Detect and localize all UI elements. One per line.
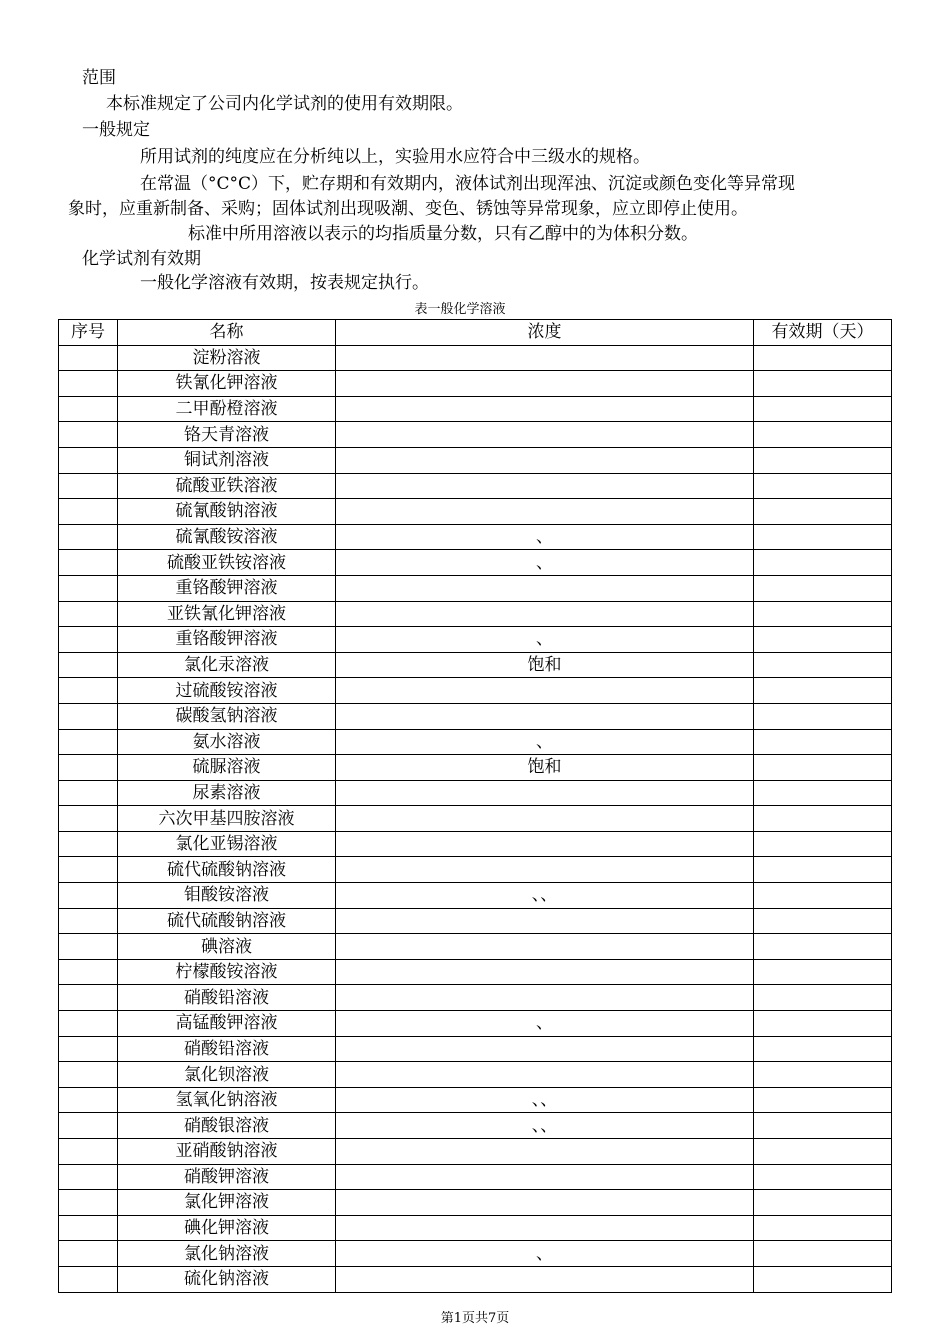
cell-name: 过硫酸铵溶液 (118, 678, 336, 704)
cell-concentration (336, 1190, 754, 1216)
cell-no (59, 934, 118, 960)
cell-validity-days (754, 1266, 892, 1292)
table-row (59, 396, 892, 422)
cell-concentration: 、 (336, 550, 754, 576)
cell-validity-days (754, 959, 892, 985)
cell-validity-days (754, 1113, 892, 1139)
cell-name: 硫氰酸钠溶液 (118, 499, 336, 525)
cell-no (59, 524, 118, 550)
cell-validity-days (754, 524, 892, 550)
cell-concentration (336, 371, 754, 397)
cell-validity-days (754, 422, 892, 448)
table-header-row (59, 320, 892, 346)
cell-no (59, 1139, 118, 1165)
cell-no (59, 959, 118, 985)
general-paragraph-3: 标准中所用溶液以表示的均指质量分数，只有乙醇中的为体积分数。 (188, 224, 698, 244)
cell-concentration (336, 499, 754, 525)
cell-name: 氯化钠溶液 (118, 1241, 336, 1267)
cell-name: 氯化汞溶液 (118, 652, 336, 678)
cell-name: 尿素溶液 (118, 780, 336, 806)
cell-name: 亚硝酸钠溶液 (118, 1139, 336, 1165)
cell-no (59, 985, 118, 1011)
cell-no (59, 601, 118, 627)
cell-no (59, 550, 118, 576)
table-row (59, 831, 892, 857)
cell-concentration (336, 857, 754, 883)
cell-name: 重铬酸钾溶液 (118, 575, 336, 601)
table-row (59, 857, 892, 883)
cell-name: 铬天青溶液 (118, 422, 336, 448)
cell-no (59, 1266, 118, 1292)
table-row (59, 1164, 892, 1190)
cell-concentration (336, 1062, 754, 1088)
cell-name: 硫酸亚铁铵溶液 (118, 550, 336, 576)
cell-no (59, 652, 118, 678)
validity-heading: 化学试剂有效期 (82, 249, 201, 269)
cell-concentration (336, 1215, 754, 1241)
validity-text: 一般化学溶液有效期，按表规定执行。 (140, 273, 429, 293)
solution-table (58, 319, 892, 1293)
table-row (59, 1215, 892, 1241)
table-row (59, 575, 892, 601)
table-row (59, 422, 892, 448)
cell-name: 氢氧化钠溶液 (118, 1087, 336, 1113)
table-row (59, 883, 892, 909)
cell-validity-days (754, 601, 892, 627)
table-row (59, 524, 892, 550)
cell-concentration (336, 447, 754, 473)
cell-name: 氯化钾溶液 (118, 1190, 336, 1216)
cell-concentration (336, 780, 754, 806)
cell-validity-days (754, 985, 892, 1011)
cell-no (59, 857, 118, 883)
table-row (59, 985, 892, 1011)
cell-validity-days (754, 447, 892, 473)
cell-concentration (336, 1139, 754, 1165)
header-no: 序号 (59, 320, 118, 346)
cell-validity-days (754, 934, 892, 960)
cell-validity-days (754, 1164, 892, 1190)
cell-validity-days (754, 499, 892, 525)
cell-validity-days (754, 857, 892, 883)
header-concentration: 浓度 (336, 320, 754, 346)
cell-no (59, 1164, 118, 1190)
table-row (59, 678, 892, 704)
cell-no (59, 703, 118, 729)
cell-no (59, 1087, 118, 1113)
cell-concentration (336, 473, 754, 499)
cell-name: 硫代硫酸钠溶液 (118, 908, 336, 934)
cell-concentration: 饱和 (336, 652, 754, 678)
cell-concentration: 、 (336, 1241, 754, 1267)
table-row (59, 703, 892, 729)
cell-validity-days (754, 908, 892, 934)
cell-no (59, 1036, 118, 1062)
cell-name: 高锰酸钾溶液 (118, 1011, 336, 1037)
cell-no (59, 371, 118, 397)
cell-validity-days (754, 1087, 892, 1113)
table-row (59, 601, 892, 627)
cell-name: 柠檬酸铵溶液 (118, 959, 336, 985)
cell-concentration (336, 422, 754, 448)
cell-no (59, 755, 118, 781)
cell-no (59, 627, 118, 653)
table-row (59, 1113, 892, 1139)
cell-name: 碘溶液 (118, 934, 336, 960)
cell-concentration (336, 1164, 754, 1190)
cell-name: 二甲酚橙溶液 (118, 396, 336, 422)
cell-no (59, 473, 118, 499)
cell-concentration (336, 575, 754, 601)
cell-concentration: 、 (336, 524, 754, 550)
cell-validity-days (754, 396, 892, 422)
cell-name: 钼酸铵溶液 (118, 883, 336, 909)
cell-concentration (336, 831, 754, 857)
cell-validity-days (754, 703, 892, 729)
cell-validity-days (754, 345, 892, 371)
page-footer: 第1页共7页 (440, 1311, 510, 1326)
cell-no (59, 499, 118, 525)
cell-name: 六次甲基四胺溶液 (118, 806, 336, 832)
cell-no (59, 831, 118, 857)
cell-name: 淀粉溶液 (118, 345, 336, 371)
cell-validity-days (754, 1062, 892, 1088)
table-row (59, 1139, 892, 1165)
cell-concentration (336, 985, 754, 1011)
table-row (59, 959, 892, 985)
cell-no (59, 1011, 118, 1037)
table-row (59, 1011, 892, 1037)
cell-validity-days (754, 550, 892, 576)
cell-concentration (336, 678, 754, 704)
cell-validity-days (754, 755, 892, 781)
table-row (59, 652, 892, 678)
cell-no (59, 908, 118, 934)
cell-validity-days (754, 652, 892, 678)
cell-validity-days (754, 473, 892, 499)
cell-no (59, 345, 118, 371)
cell-validity-days (754, 1139, 892, 1165)
cell-concentration (336, 703, 754, 729)
cell-concentration: 、、 (336, 1113, 754, 1139)
cell-no (59, 422, 118, 448)
cell-no (59, 806, 118, 832)
header-validity-days: 有效期（天） (754, 320, 892, 346)
cell-name: 铁氰化钾溶液 (118, 371, 336, 397)
cell-name: 氯化亚锡溶液 (118, 831, 336, 857)
table-row (59, 806, 892, 832)
cell-name: 氨水溶液 (118, 729, 336, 755)
cell-validity-days (754, 729, 892, 755)
cell-validity-days (754, 883, 892, 909)
table-row (59, 371, 892, 397)
table-body (59, 345, 892, 1292)
cell-name: 碘化钾溶液 (118, 1215, 336, 1241)
table-caption: 表一般化学溶液 (414, 302, 506, 317)
general-heading: 一般规定 (82, 120, 150, 140)
cell-no (59, 1241, 118, 1267)
table-row (59, 1062, 892, 1088)
cell-no (59, 729, 118, 755)
cell-name: 碳酸氢钠溶液 (118, 703, 336, 729)
cell-validity-days (754, 806, 892, 832)
table-row (59, 447, 892, 473)
table-row (59, 729, 892, 755)
table-row (59, 627, 892, 653)
cell-validity-days (754, 575, 892, 601)
cell-validity-days (754, 1036, 892, 1062)
header-name: 名称 (118, 320, 336, 346)
cell-concentration: 、 (336, 1011, 754, 1037)
table-row (59, 1036, 892, 1062)
cell-validity-days (754, 1215, 892, 1241)
general-paragraph-1: 所用试剂的纯度应在分析纯以上，实验用水应符合中三级水的规格。 (140, 147, 650, 167)
cell-concentration (336, 396, 754, 422)
cell-concentration: 、 (336, 729, 754, 755)
cell-validity-days (754, 1241, 892, 1267)
cell-no (59, 396, 118, 422)
cell-concentration (336, 601, 754, 627)
cell-validity-days (754, 371, 892, 397)
cell-no (59, 1215, 118, 1241)
table-row (59, 499, 892, 525)
cell-name: 硝酸银溶液 (118, 1113, 336, 1139)
cell-validity-days (754, 780, 892, 806)
scope-heading: 范围 (82, 68, 116, 88)
cell-name: 硝酸钾溶液 (118, 1164, 336, 1190)
cell-name: 硫脲溶液 (118, 755, 336, 781)
cell-name: 硫化钠溶液 (118, 1266, 336, 1292)
cell-concentration (336, 1036, 754, 1062)
cell-concentration (336, 934, 754, 960)
table-row (59, 934, 892, 960)
cell-name: 硝酸铅溶液 (118, 985, 336, 1011)
cell-name: 铜试剂溶液 (118, 447, 336, 473)
cell-name: 硝酸铅溶液 (118, 1036, 336, 1062)
general-paragraph-2-line-1: 在常温（°C°C）下，贮存期和有效期内，液体试剂出现浑浊、沉淀或颜色变化等异常现 (140, 174, 796, 194)
table-row (59, 780, 892, 806)
cell-no (59, 883, 118, 909)
cell-validity-days (754, 831, 892, 857)
cell-validity-days (754, 627, 892, 653)
cell-name: 亚铁氰化钾溶液 (118, 601, 336, 627)
cell-name: 硫氰酸铵溶液 (118, 524, 336, 550)
cell-no (59, 1113, 118, 1139)
cell-name: 硫代硫酸钠溶液 (118, 857, 336, 883)
table-row (59, 755, 892, 781)
table-row (59, 1266, 892, 1292)
cell-validity-days (754, 678, 892, 704)
cell-no (59, 447, 118, 473)
cell-name: 氯化钡溶液 (118, 1062, 336, 1088)
cell-concentration (336, 908, 754, 934)
cell-validity-days (754, 1011, 892, 1037)
cell-name: 重铬酸钾溶液 (118, 627, 336, 653)
cell-concentration (336, 959, 754, 985)
cell-concentration (336, 806, 754, 832)
cell-concentration: 饱和 (336, 755, 754, 781)
table-row (59, 1087, 892, 1113)
table-row (59, 550, 892, 576)
table-row (59, 908, 892, 934)
table-row (59, 1190, 892, 1216)
table-row (59, 345, 892, 371)
cell-concentration (336, 345, 754, 371)
cell-no (59, 1190, 118, 1216)
cell-no (59, 678, 118, 704)
table-row (59, 1241, 892, 1267)
scope-text: 本标准规定了公司内化学试剂的使用有效期限。 (106, 94, 463, 114)
cell-validity-days (754, 1190, 892, 1216)
cell-name: 硫酸亚铁溶液 (118, 473, 336, 499)
table-row (59, 473, 892, 499)
cell-concentration: 、、 (336, 1087, 754, 1113)
cell-concentration: 、、 (336, 883, 754, 909)
cell-no (59, 1062, 118, 1088)
cell-concentration (336, 1266, 754, 1292)
general-paragraph-2-line-2: 象时，应重新制备、采购；固体试剂出现吸潮、变色、锈蚀等异常现象，应立即停止使用。 (68, 199, 748, 219)
cell-concentration: 、 (336, 627, 754, 653)
cell-no (59, 780, 118, 806)
cell-no (59, 575, 118, 601)
